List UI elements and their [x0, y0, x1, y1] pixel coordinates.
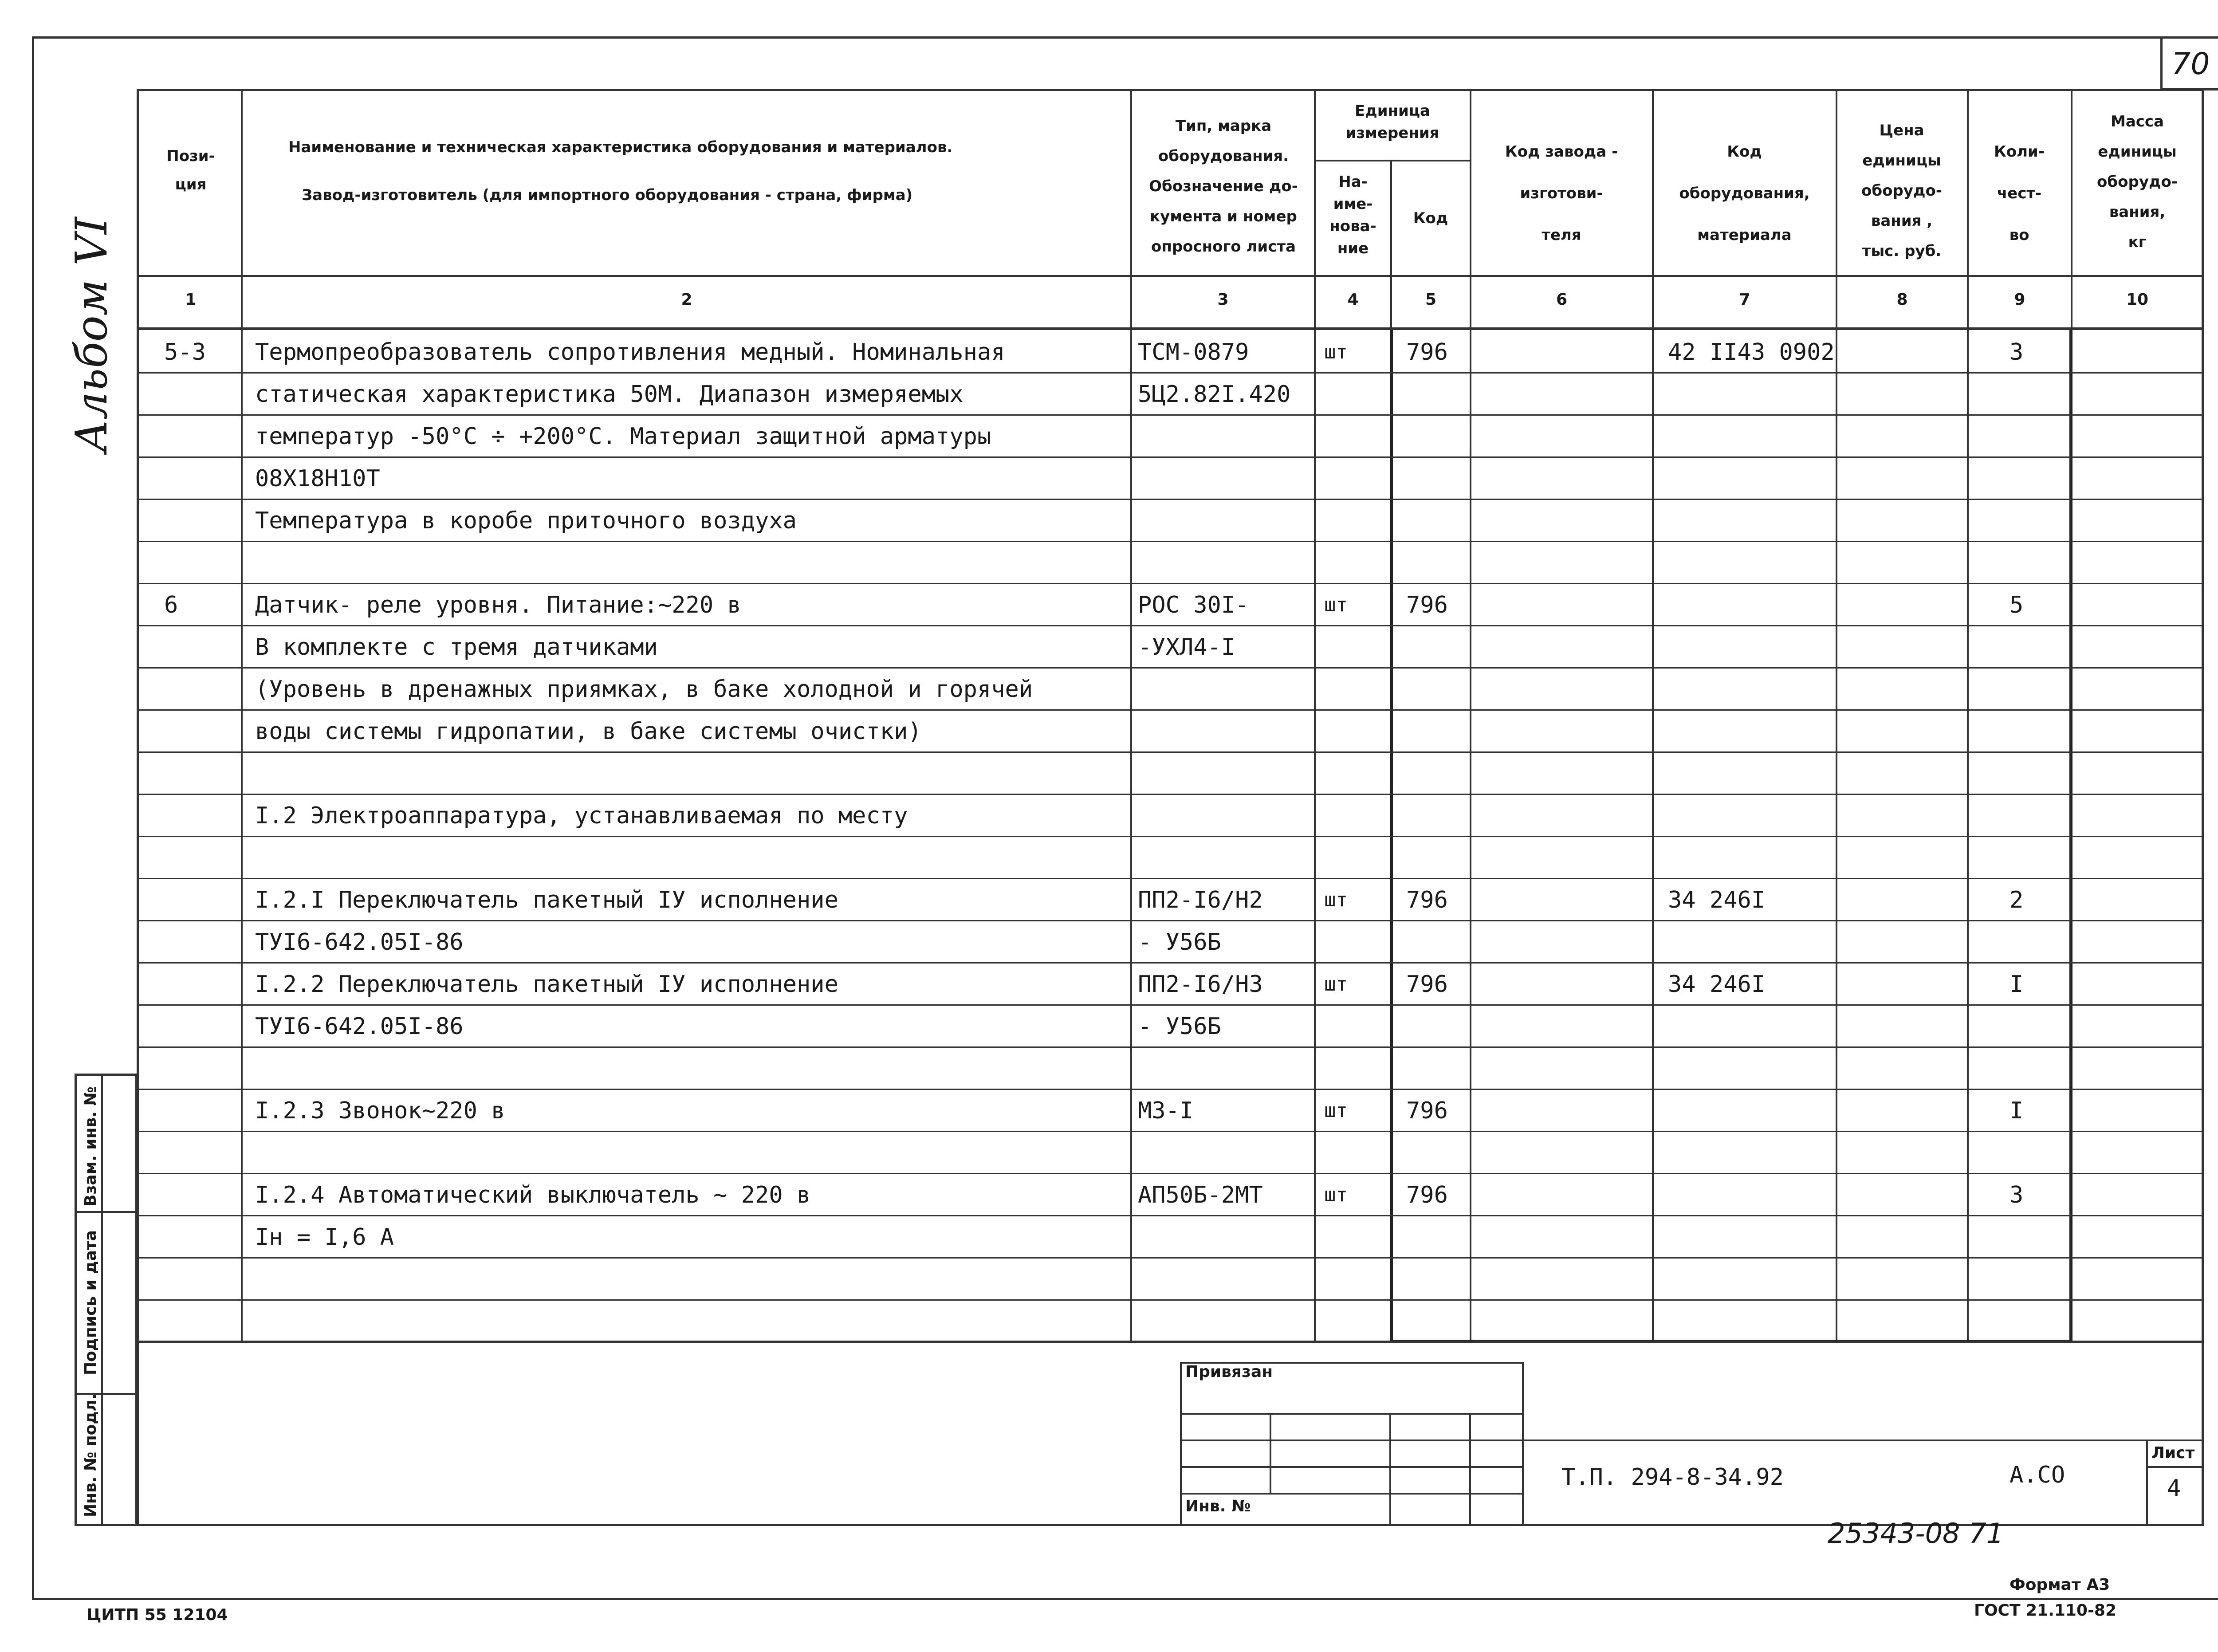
row-divider	[137, 1131, 2204, 1132]
cell-name: воды системы гидропатии, в баке системы очистки)	[255, 718, 922, 745]
cell-name: Термопреобразователь сопротивления медный. Номинальная	[255, 339, 1005, 366]
column-number: 6	[1556, 291, 1568, 309]
row-divider	[137, 1215, 2204, 1216]
cell-type: - У56Б	[1138, 929, 1221, 956]
row-divider	[137, 456, 2204, 458]
cell-equip-code: 42 II43 0902	[1668, 339, 1835, 366]
cell-type: -УХЛ4-I	[1138, 634, 1235, 661]
cell-qty: 3	[2010, 1182, 2024, 1208]
handwritten-number: 25343-08 71	[1828, 1517, 2004, 1550]
row-divider	[137, 499, 2204, 500]
inv-no-label: Инв. №	[1185, 1497, 1251, 1515]
document-code: Т.П. 294-8-34.92	[1561, 1464, 1784, 1491]
stamp-podpis-data: Подпись и дата	[82, 1230, 100, 1375]
header-name-line2: Завод-изготовитель (для импортного оборудования - страна, фирма)	[302, 186, 913, 204]
header-name-line1: Наименование и техническая характеристика оборудования и материалов.	[288, 138, 953, 156]
row-divider	[137, 794, 2204, 795]
column-number: 8	[1896, 291, 1908, 309]
cell-pos: 5-3	[164, 339, 206, 366]
row-divider	[137, 920, 2204, 921]
cell-qty: 5	[2010, 592, 2024, 618]
row-divider	[137, 667, 2204, 669]
cell-name: ТУI6-642.05I-86	[255, 929, 464, 956]
column-number: 2	[681, 291, 692, 309]
cell-unit: шт	[1324, 973, 1348, 995]
cell-type: 5Ц2.82I.420	[1138, 381, 1291, 408]
cell-unit: шт	[1324, 341, 1348, 363]
column-number: 5	[1425, 291, 1437, 309]
header-quantity: Коли- чест- во	[1994, 143, 2045, 244]
cell-name: Датчик- реле уровня. Питание:~220 в	[255, 592, 741, 618]
cell-qty: 3	[2010, 339, 2024, 366]
row-divider	[137, 541, 2204, 542]
row-divider	[137, 372, 2204, 374]
column-number: 10	[2126, 291, 2149, 309]
cell-name: ТУI6-642.05I-86	[255, 1013, 464, 1040]
row-divider	[137, 962, 2204, 964]
header-position: Пози- ция	[166, 147, 215, 193]
row-divider	[137, 1089, 2204, 1090]
column-number: 9	[2014, 291, 2025, 309]
album-label: Альбом VI	[67, 217, 117, 452]
header-unit-group: Единица измерения	[1345, 102, 1439, 142]
cell-name: (Уровень в дренажных приямках, в баке холодной и горячей	[255, 676, 1033, 703]
column-number: 1	[185, 291, 197, 309]
cell-code: 796	[1406, 592, 1448, 618]
cell-code: 796	[1406, 1097, 1448, 1124]
header-unit-name: На- име- нова- ние	[1329, 173, 1376, 257]
row-divider	[137, 836, 2204, 837]
header-price: Цена единицы оборудо- вания , тыс. руб.	[1861, 122, 1942, 260]
cell-unit: шт	[1324, 889, 1348, 911]
row-divider	[137, 583, 2204, 584]
cell-pos: 6	[164, 592, 178, 618]
cell-name: I.2.4 Автоматический выключатель ~ 220 в	[255, 1182, 811, 1208]
stamp-inv-podl: Инв. № подл.	[82, 1393, 100, 1517]
cell-name: I.2.I Переключатель пакетный IУ исполнение	[255, 887, 838, 913]
cell-name: I.2.2 Переключатель пакетный IУ исполнение	[255, 971, 838, 998]
cell-code: 796	[1406, 887, 1448, 913]
gost-label: ГОСТ 21.110-82	[1974, 1601, 2117, 1620]
cell-code: 796	[1406, 971, 1448, 998]
cell-equip-code: 34 246I	[1668, 971, 1766, 998]
cell-type: - У56Б	[1138, 1013, 1221, 1040]
sheet-value: 4	[2167, 1475, 2181, 1502]
privyazan-label: Привязан	[1185, 1363, 1273, 1381]
column-number: 7	[1739, 291, 1750, 309]
cell-unit: шт	[1324, 1099, 1348, 1122]
cell-unit: шт	[1324, 594, 1348, 616]
sheet-label: Лист	[2151, 1444, 2195, 1462]
header-equipment-code: Код оборудования, материала	[1679, 143, 1810, 244]
cell-unit: шт	[1324, 1184, 1348, 1206]
column-number: 4	[1347, 291, 1359, 309]
format-label: Формат А3	[2010, 1576, 2110, 1594]
row-divider	[137, 751, 2204, 753]
cell-qty: 2	[2010, 887, 2024, 913]
printer-label: ЦИТП 55 12104	[87, 1606, 228, 1624]
header-unit-code: Код	[1413, 209, 1448, 227]
cell-name: I.2 Электроаппаратура, устанавливаемая по месту	[255, 802, 908, 829]
row-divider	[137, 625, 2204, 626]
cell-type: РОС 30I-	[1138, 592, 1249, 618]
row-divider	[137, 709, 2204, 711]
cell-type: АП50Б-2МТ	[1138, 1182, 1263, 1208]
column-number: 3	[1217, 291, 1229, 309]
header-mass: Масса единицы оборудо- вания, кг	[2097, 113, 2178, 251]
cell-name: Температура в коробе приточного воздуха	[255, 507, 797, 534]
cell-type: ТСМ-0879	[1138, 339, 1249, 366]
header-factory-code: Код завода - изготови- теля	[1505, 143, 1618, 244]
cell-code: 796	[1406, 1182, 1448, 1208]
cell-name: I.2.3 Звонок~220 в	[255, 1097, 505, 1124]
cell-qty: I	[2010, 1097, 2024, 1124]
header-type: Тип, марка оборудования. Обозначение до- кумента и номер опросного листа	[1149, 117, 1298, 256]
cell-type: ПП2-I6/Н2	[1138, 887, 1263, 913]
cell-type: ПП2-I6/Н3	[1138, 971, 1263, 998]
cell-equip-code: 34 246I	[1668, 887, 1766, 913]
cell-name: температур -50°С ÷ +200°С. Материал защитной арматуры	[255, 423, 991, 450]
row-divider	[137, 878, 2204, 879]
cell-name: В комплекте с тремя датчиками	[255, 634, 658, 661]
row-divider	[137, 1257, 2204, 1259]
sheet-number: 70	[2171, 47, 2210, 82]
row-divider	[137, 414, 2204, 416]
cell-type: МЗ-I	[1138, 1097, 1194, 1124]
cell-name: 08Х18Н10Т	[255, 465, 380, 492]
row-divider	[137, 1299, 2204, 1301]
row-divider	[137, 1173, 2204, 1174]
cell-qty: I	[2010, 971, 2024, 998]
cell-name: статическая характеристика 50М. Диапазон измеряемых	[255, 381, 963, 408]
row-divider	[137, 1004, 2204, 1006]
cell-code: 796	[1406, 339, 1448, 366]
document-section: А.СО	[2010, 1462, 2065, 1488]
cell-name: Iн = I,6 А	[255, 1224, 394, 1251]
row-divider	[137, 1046, 2204, 1048]
stamp-vzam-inv: Взам. инв. №	[82, 1086, 100, 1207]
